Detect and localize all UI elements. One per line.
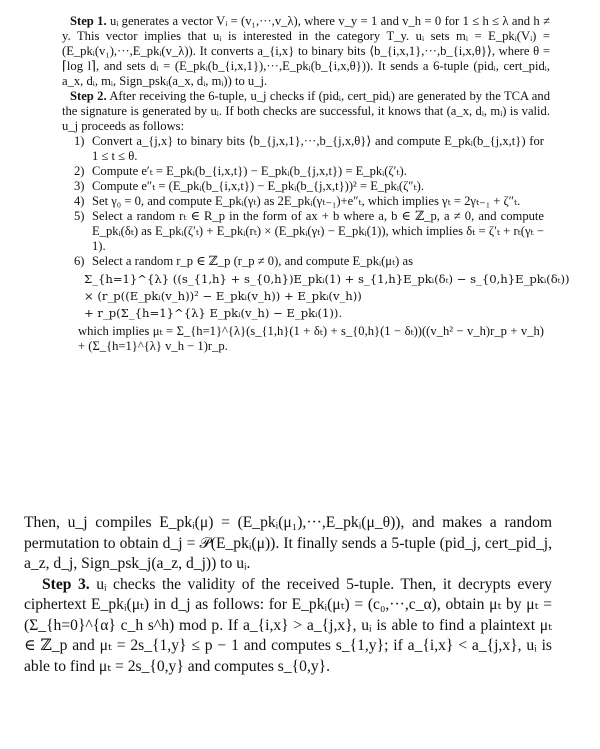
list-item-text: Compute e″ₜ = (E_pkᵢ(b_{i,x,t}) − E_pkᵢ(b_{j,x,t}))² = E_pkᵢ(ζ″ₜ). [92, 179, 424, 193]
list-item-number: 1) [74, 134, 85, 148]
step1-text: uᵢ generates a vector Vᵢ = (v₁,···,v_λ), where v_y = 1 and v_h = 0 for 1 ≤ h ≤ λ and h ≠ y. This vector implies that uᵢ is interested in the category T_y. uᵢ sets mᵢ = E_pkᵢ(Vᵢ) = (E_pkᵢ(v₁),···,E_pkᵢ(v_λ)). It converts a_{i,x} to binary bits ⟨b_{i,x,1},···,b_{i,x,θ}⟩, where θ = ⌈log l⌉, and sets dᵢ = (E_pkᵢ(b_{i,x,1}),···,E_pkᵢ(b_{i,x,θ})). It sends a 6-tuple (pidᵢ, cert_pidᵢ, a_x, dᵢ, mᵢ, Sign_pskᵢ(a_x, dᵢ, mᵢ)) to u_j. [62, 14, 550, 88]
formula-line: Σ_{h=1}^{λ} ((s_{1,h} + s_{0,h})E_pkᵢ(1) + s_{1,h}E_pkᵢ(δₜ) − s_{0,h}E_pkᵢ(δₜ)) [84, 272, 570, 286]
list-item-text: Select a random rₜ ∈ R_p in the form of ax + b where a, b ∈ ℤ_p, a ≠ 0, and compute E_pkᵢ(δₜ) as E_pkᵢ(ζ′ₜ) + E_pkᵢ(rₜ) × (E_pkᵢ(γₜ) − E_pkᵢ(1)), which implies δₜ = ζ′ₜ + rₜ(γₜ − 1). [92, 209, 544, 253]
step2-label: Step 2. [70, 89, 107, 103]
top-column-small-text [62, 14, 570, 354]
implies-formula: which implies μₜ = Σ_{h=1}^{λ}(s_{1,h}(1 + δₜ) + s_{0,h}(1 − δₜ))((v_h² − v_h)r_p + v_h) + (Σ_{h=1}^{λ} v_h − 1)r_p. [78, 324, 544, 353]
step3-text: uᵢ checks the validity of the received 5-tuple. Then, it decrypts every ciphertext E_pkᵢ(μₜ) in d_j as follows: for E_pkᵢ(μₜ) = (c₀,···,c_α), obtain μₜ by μₜ = (Σ_{h=0}^{α} c_h s^h) mod p. If a_{i,x} > a_{j,x}, uᵢ is able to find a plaintext μₜ ∈ ℤ_p and μₜ = 2s_{1,y} ≤ p − 1 and computes s_{1,y}; if a_{i,x} < a_{j,x}, uᵢ is able to find μₜ = 2s_{0,y} and computes s_{0,y}. [24, 575, 552, 675]
list-item [62, 134, 550, 164]
list-item-number: 4) [74, 194, 85, 208]
step3-label: Step 3. [42, 575, 90, 593]
formula-line: × (r_p((E_pkᵢ(v_h))² − E_pkᵢ(v_h)) + E_pkᵢ(v_h)) [84, 289, 362, 303]
list-item-text: Convert a_{j,x} to binary bits ⟨b_{j,x,1},···,b_{j,x,θ}⟩ and compute E_pkᵢ(b_{j,x,t}) for 1 ≤ t ≤ θ. [92, 134, 544, 163]
list-item [62, 164, 550, 179]
formula-line: + r_p(Σ_{h=1}^{λ} E_pkᵢ(v_h) − E_pkᵢ(1)). [84, 306, 343, 320]
display-formula [62, 271, 570, 322]
step3-paragraph [24, 575, 552, 678]
list-item [62, 194, 550, 209]
list-item-number: 2) [74, 164, 85, 178]
list-item [62, 179, 550, 194]
list-item [62, 209, 550, 254]
list-item-number: 3) [74, 179, 85, 193]
bottom-column-large-text [24, 513, 552, 677]
step2-list [62, 134, 550, 269]
list-item-text: Set γ₀ = 0, and compute E_pkᵢ(γₜ) as 2E_pkᵢ(γₜ₋₁)+e″ₜ, which implies γₜ = 2γₜ₋₁ + ζ″ₜ. [92, 194, 521, 208]
step1-paragraph [62, 14, 550, 89]
list-item-number: 6) [74, 254, 85, 268]
list-item-text: Select a random r_p ∈ ℤ_p (r_p ≠ 0), and compute E_pkᵢ(μₜ) as [92, 254, 413, 268]
step2-text: After receiving the 6-tuple, u_j checks if (pidᵢ, cert_pidᵢ) are generated by the TCA and the signature is generated by uᵢ. If both checks are successful, it knows that (a_x, dᵢ, mᵢ) is valid. u_j proceeds as follows: [62, 89, 550, 133]
list-item-number: 5) [74, 209, 85, 223]
list-item [62, 254, 550, 269]
then-paragraph: Then, u_j compiles E_pkᵢ(μ) = (E_pkᵢ(μ₁),···,E_pkᵢ(μ_θ)), and makes a random permutation to obtain d_j = 𝒫(E_pkᵢ(μ)). It finally sends a 5-tuple (pid_j, cert_pid_j, a_z, d_j, Sign_psk_j(a_z, d_j)) to uᵢ. [24, 514, 552, 572]
step1-label: Step 1. [70, 14, 107, 28]
step2-paragraph [62, 89, 550, 134]
list-item-text: Compute e′ₜ = E_pkᵢ(b_{i,x,t}) − E_pkᵢ(b_{j,x,t}) = E_pkᵢ(ζ′ₜ). [92, 164, 407, 178]
